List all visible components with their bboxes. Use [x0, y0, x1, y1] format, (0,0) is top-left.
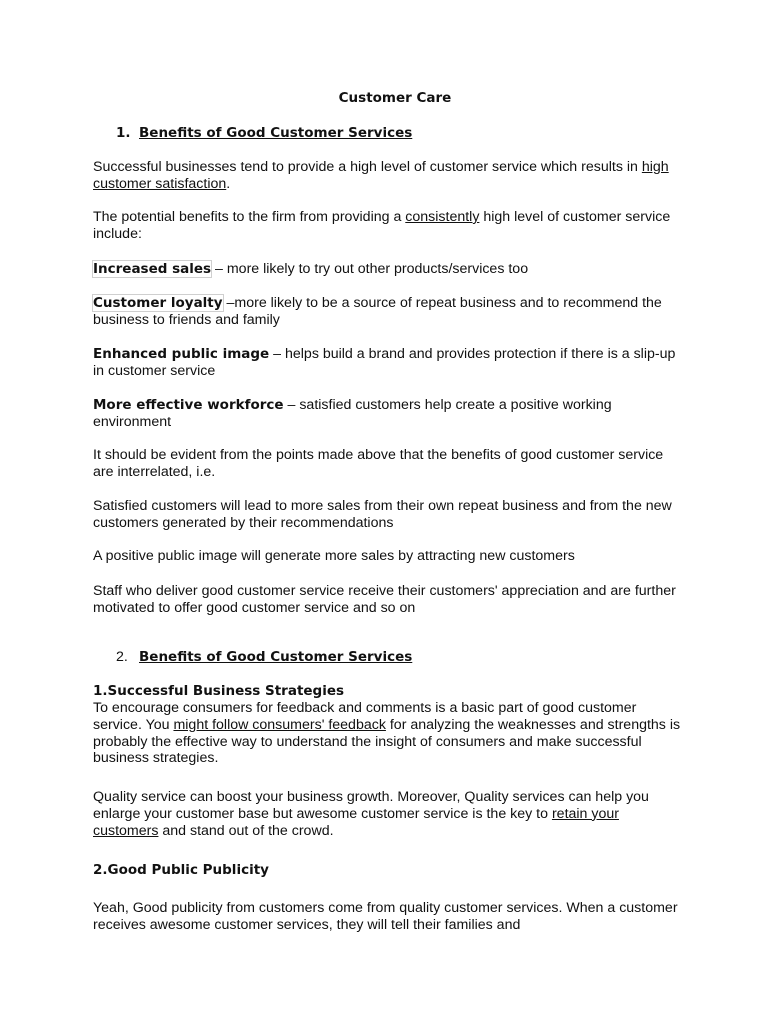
benefit-item — [93, 397, 683, 431]
evident-paragraph: It should be evident from the points made above that the benefits of good customer service are interrelated, i.e. — [93, 447, 664, 480]
benefit-term-enhanced-public-image: Enhanced public image — [93, 346, 270, 362]
benefit-desc: – satisfied customers help create a positive working environment — [93, 397, 612, 430]
section-1-number: 1. — [116, 125, 131, 141]
consistently-link[interactable]: consistently — [405, 209, 480, 225]
section-2-heading-text: Benefits of Good Customer Services — [139, 649, 413, 665]
benefit-term-increased-sales: Increased sales — [93, 261, 212, 277]
publicity-paragraph: Yeah, Good publicity from customers come from quality customer services. When a customer receives awesome customer services, they will tell their families and — [93, 900, 678, 933]
quality-paragraph — [93, 789, 683, 839]
public-image-paragraph: A positive public image will generate more sales by attracting new customers — [93, 548, 575, 564]
quality-text: Quality service can boost your business growth. Moreover, Quality services can help you enlarge your customer base but awesome customer service is the key to — [93, 789, 649, 822]
intro-text: Successful businesses tend to provide a high level of customer service which results in — [93, 159, 642, 175]
strategies-text-end: for analyzing the weaknesses and strengths is probably the effective way to understand the insight of consumers and make successful business strategies. — [93, 716, 681, 767]
section-1-heading — [116, 125, 412, 142]
quality-text-end: and stand out of the crowd. — [158, 822, 334, 839]
intro-paragraph — [93, 159, 683, 193]
staff-paragraph: Staff who deliver good customer service receive their customers' appreciation and are further motivated to offer good customer service and so on — [93, 583, 676, 616]
section-2-number: 2. — [116, 649, 128, 665]
benefit-term-customer-loyalty: Customer loyalty — [93, 295, 223, 311]
strategies-paragraph — [93, 700, 683, 767]
consumers-feedback-link[interactable]: might follow consumers' feedback — [173, 716, 386, 733]
sales-paragraph: Satisfied customers will lead to more sales from their own repeat business and from the new customers generated by their recommendations — [93, 498, 672, 531]
benefit-item — [93, 295, 683, 329]
section-2-heading — [116, 649, 412, 666]
retain-customers-link[interactable]: retain your customers — [93, 805, 619, 839]
strategies-text: To encourage consumers for feedback and comments is a basic part of good customer service. You — [93, 700, 637, 733]
intro-text-end: . — [226, 175, 231, 192]
benefit-term-more-effective-workforce: More effective workforce — [93, 397, 284, 413]
subheading-successful-business-strategies: 1.Successful Business Strategies — [93, 683, 345, 699]
benefit-item — [93, 346, 683, 380]
subheading-good-public-publicity: 2.Good Public Publicity — [93, 862, 269, 878]
benefits-intro-text: The potential benefits to the firm from providing a — [93, 209, 406, 225]
benefit-item — [93, 261, 683, 278]
benefit-desc: –more likely to be a source of repeat business and to recommend the business to friends and family — [93, 295, 662, 328]
benefit-desc: – helps build a brand and provides protection if there is a slip-up in customer service — [93, 346, 676, 379]
benefit-desc: – more likely to try out other products/services too — [211, 261, 529, 277]
high-customer-satisfaction-link[interactable]: high customer satisfaction — [93, 159, 669, 192]
section-1-heading-text: Benefits of Good Customer Services — [139, 125, 413, 141]
benefits-intro-paragraph — [93, 209, 683, 243]
document-title: Customer Care — [338, 90, 452, 106]
benefits-intro-text-end: high level of customer service include: — [93, 209, 671, 242]
